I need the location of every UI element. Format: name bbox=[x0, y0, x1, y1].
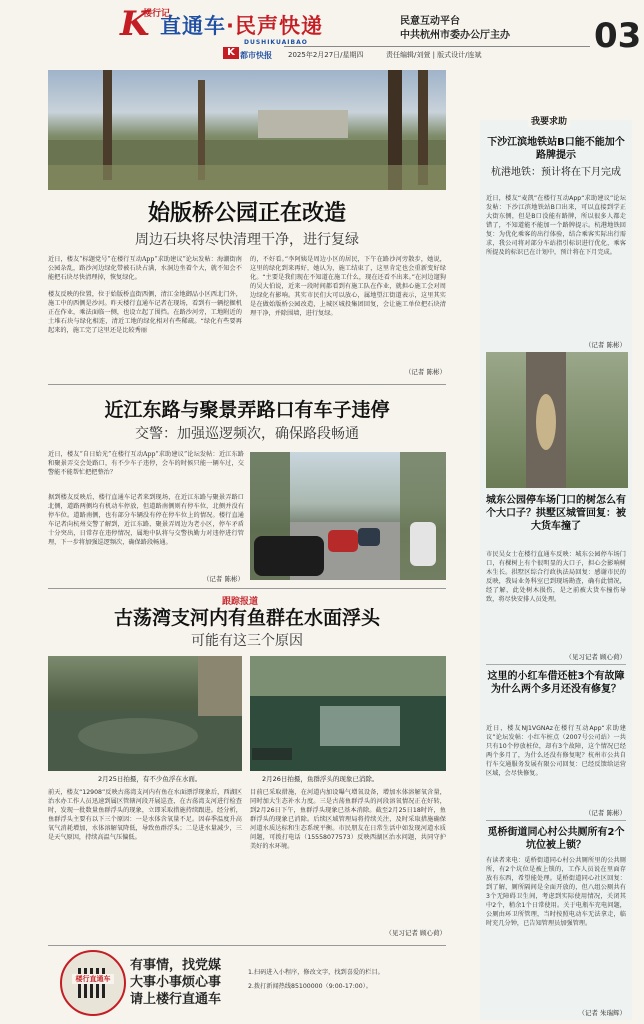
footer-slogan-3: 请上楼行直通车 bbox=[130, 992, 222, 1007]
fish-river-photo-2 bbox=[250, 656, 446, 771]
article3-body-col2: 目前已采取措施，在河道内加设曝气增氧设备，增加水体溶解氧含量，同时加大生态补水力度。三是古荡鱼群浮头的河段溶氧情况正在好转，到2月26日下午，鱼群浮头现象已基本消除。截至2月25日18时许，鱼群浮头的现象已消除。后续区域管理局将持续关注，及时采取措施确保河道水质达标和生态系统平衡。市民朋友在日常生活中如发现河道水质问题，可拨打电话（15558077573）反映西湖区治水问题，共同守护美好的水环境。 bbox=[250, 789, 446, 850]
river-water-illustration bbox=[250, 656, 446, 771]
sidebar-divider-1 bbox=[486, 664, 626, 665]
sidebar-item1-body: 近日，楼友“麦凯”在楼行互动App“求助建议”论坛发帖：下沙江滨地铁站B口出来，可以直接到学正大街东侧，但是B口没能有路牌，所以很多人都走错了，不知道能不能加一个路牌提示。杭港地铁回复：为优化乘客的出行体验，结合乘客实际出行需求，我公司将对部分车站指引标识进行优化，乘客所提及的标识已在计划中，预计将在下月完成。 bbox=[486, 195, 626, 256]
sponsor-line-2: 中共杭州市委办公厅主办 bbox=[400, 30, 510, 41]
footer-slogan-2: 大事小事烦心事 bbox=[130, 975, 222, 990]
sidebar-item3-body: 近日，楼友NJ1VGNAz在楼行互动App“求助建议”论坛发帖：小红车桩点（2007号公司站）一共只有10个停放桩位，却有3个故障，这个情况已经两个多月了，为什么还没有修复呢？杭州市公共自行车交通服务发展有限公司回复：已经反馈给运营区域，会尽快修复。 bbox=[486, 725, 626, 777]
logo-mark: K bbox=[120, 4, 150, 44]
sidebar-item4-title: 觅桥街道同心村公共厕所有2个坑位被上锁？ bbox=[487, 827, 625, 851]
tree-damage-photo bbox=[486, 352, 628, 488]
article2-intro: 近日，楼友“自日始光”在楼行互动App“求助建议”论坛发帖：近江东路和聚景弄交会处路口，有不少车子违停，会车的时候只能一辆车过，交警能不能帮忙把把整治？ bbox=[48, 451, 244, 476]
tree-trunk-illustration bbox=[486, 352, 628, 488]
article3-body-col1: 前天，楼友“12908”反映古荡湾支河内有鱼在水面漂浮现象后，西湖区治水办工作人员迅速到属区管辖河段开展巡查，在古荡湾支河进行检查时，发现一批数量鱼群浮头的现象，立即采取措施持续跟进。经分析，鱼群浮头主要有以下三个原因：一是水体含氧量不足。因春季温度升高氧气消耗增加，水体溶解氧降低，导致鱼群浮头；二是进水量减少，三是天气原因，持续高温气压偏低。 bbox=[48, 789, 242, 841]
brand-pinyin: DUSHIKUAIBAO bbox=[244, 39, 308, 46]
sidebar-tag bbox=[528, 114, 570, 127]
page-number: 03 bbox=[594, 16, 642, 56]
sidebar-divider-2 bbox=[486, 820, 626, 821]
sidebar-item1-subtitle: 杭港地铁：预计将在下月完成 bbox=[491, 167, 621, 178]
article3-kicker: 跟踪报道 bbox=[222, 597, 259, 607]
sidebar-item2-byline: （见习记者 顾心荷） bbox=[565, 653, 626, 661]
qr-label: 楼行直通车 bbox=[72, 974, 114, 984]
sidebar-item2-body: 市民吴女士在楼行直通车反映：城东公园停车场门口，有棵树上有个很明显的大口子，担心会影响树木生长。拱墅区综合行政执法局回复：感谢市民的反映，我局业务科室已到现场勘查，确有此情况，经了解，此处树木损伤，是之前被大货车撞伤导致，将尽快安排人员处理。 bbox=[486, 551, 626, 603]
section-title-accent: ·民声快递 bbox=[226, 14, 323, 38]
sidebar-item3-title: 这里的小红车借还桩3个有故障 为什么两个多月还没有修复？ bbox=[487, 671, 625, 695]
article1-body-col2: 的，不好看。”李阿姨是周边小区的居民，下午在路沙河旁散步，她说，这里的绿化到来再好，她认为，施工结束了，这里肯定也会重新变好绿化。“主要是我们现在不知道在施工什么，现在还看不出来。”在河边遛狗的吴大伯说，近来一段时间都看到有施工队在作业，就担心施工会对周边绿化有影响。其实市民们大可以放心，属地望江街道表示，这里其实是在做始版桥公园改造，上城区城投集团回复，会让施工单位把石块清理干净，并除围墙，进行复绿。 bbox=[250, 256, 446, 317]
article3-byline: （见习记者 顾心荷） bbox=[385, 929, 446, 937]
masthead bbox=[0, 0, 644, 70]
river-bank-illustration bbox=[48, 656, 242, 771]
brand-k-icon: K bbox=[223, 47, 239, 59]
sidebar-item4-byline: （记者 朱瑞辉） bbox=[578, 1009, 626, 1017]
article1-title: 始版桥公园正在改造 bbox=[147, 200, 346, 226]
article2-title: 近江东路与聚景弄路口有车子违停 bbox=[104, 399, 390, 421]
logo-small-text: 楼行记 bbox=[143, 9, 171, 19]
article2-body: 据到楼友反映后，楼行直通车记者来到现场，在近江东路与聚景弄路口北侧，道路两侧均有机动车停放，但道路南侧则有停车位，北侧并没有停车位。道路南侧，也有部分车辆没有停在停车位上的情况。楼行直通车记者向杭州交警了解到，近江东路、聚景弄周边为老小区，停车矛盾十分突出，日常存在违停情况，属地中队将与交警执勤力对违停进行管理，下一步将加强巡逻频次，确保路段畅通。 bbox=[48, 494, 244, 546]
caption-2: 2月26日拍摄，鱼群浮头的现象已消除。 bbox=[262, 775, 379, 783]
footer-instruction-2: 2.拨打新闻热线85100000（9:00-17:00）。 bbox=[248, 983, 372, 990]
section-title bbox=[160, 10, 323, 40]
sidebar-item2-title: 城东公园停车场门口的树怎么有个大口子？拱墅区城管回复：被大货车撞了 bbox=[486, 495, 626, 532]
article1-byline: （记者 陈彬） bbox=[404, 368, 446, 376]
park-construction-photo bbox=[48, 70, 446, 190]
caption-1: 2月25日拍摄，有不少鱼浮在水面。 bbox=[98, 775, 202, 783]
header-divider bbox=[284, 46, 590, 47]
section-title-main: 直通车 bbox=[160, 14, 226, 38]
article2-subtitle: 交警：加强巡逻频次，确保路段畅通 bbox=[135, 426, 359, 442]
article2-byline: （记者 陈彬） bbox=[202, 575, 244, 583]
sidebar-tag-text: 我要求助 bbox=[531, 117, 568, 127]
street-cars-illustration bbox=[250, 452, 446, 580]
sidebar-item3-byline: （记者 陈彬） bbox=[584, 809, 626, 817]
date-line: 2025年2月27日/星期四 bbox=[288, 51, 364, 59]
sidebar-item1-title: 下沙江滨地铁站B口能不能加个路牌提示 bbox=[487, 137, 625, 161]
sidebar-item4-body: 有读者来电：觅桥街道同心村公共厕所里的公共厕所，有2个坑位是被上锁的，工作人员说在里面存放有东西，希望能处理。觅桥街道同心社区回复：到了解，厕所隔间是全面开放的，但八组公厕共有3个无障碍卫生间，考虑到实际使用情况，关闭其中2个，稍余1个日常使用。关于电瓶车充电问题，公厕由环卫所管理，当时按照电动车无法拿走，临时充几分钟，已告知管理员加强管理。 bbox=[486, 857, 626, 927]
fish-river-photo-1 bbox=[48, 656, 242, 771]
article1-body-col1: 楼友反映的位置，位于始版桥直街西侧，清江金地御品小区西北门外，施工中的西侧是沙河。昨天楼行直通车记者在现场，看到有一辆挖掘机正在作业，乘法面临一侧，也设立起了围挡。在路沙河旁，工地附近的土堆石块与绿化相连，清近工地的绿化相对有些稀疏。“绿化有些要再起来的，施工完了这里还是比较秀丽 bbox=[48, 291, 242, 334]
footer-slogan-1: 有事情，找党媒 bbox=[130, 958, 222, 973]
brand-name: 都市快报 bbox=[240, 51, 272, 60]
footer-divider bbox=[48, 945, 446, 946]
footer-instruction-1: 1.扫码进入小程序，修改文字，找到喜爱的栏目。 bbox=[248, 969, 384, 976]
editor-line: 责任编辑/刘萱 | 版式设计/连斌 bbox=[386, 51, 482, 59]
divider-2 bbox=[48, 588, 446, 589]
article3-title: 古荡湾支河内有鱼群在水面浮头 bbox=[113, 607, 380, 629]
qr-code-icon[interactable] bbox=[60, 950, 126, 1016]
divider-1 bbox=[48, 384, 446, 385]
sponsor-line-1: 民意互动平台 bbox=[400, 16, 460, 27]
article3-subtitle: 可能有这三个原因 bbox=[191, 633, 303, 649]
article1-subtitle: 周边石块将尽快清理干净，进行复绿 bbox=[135, 232, 359, 248]
sidebar-item1-byline: （记者 陈彬） bbox=[584, 341, 626, 349]
park-trees-illustration bbox=[48, 70, 446, 190]
article1-intro: 近日，楼友“标题党号”在楼行互动App“求助建议”论坛发帖：海潮街南公园杂乱，路沙河边绿化带被石块占满，水洞边坐着个大，就不知会不能把石块尽快清理掉，恢复绿化。 bbox=[48, 256, 242, 281]
parked-cars-photo bbox=[250, 452, 446, 580]
